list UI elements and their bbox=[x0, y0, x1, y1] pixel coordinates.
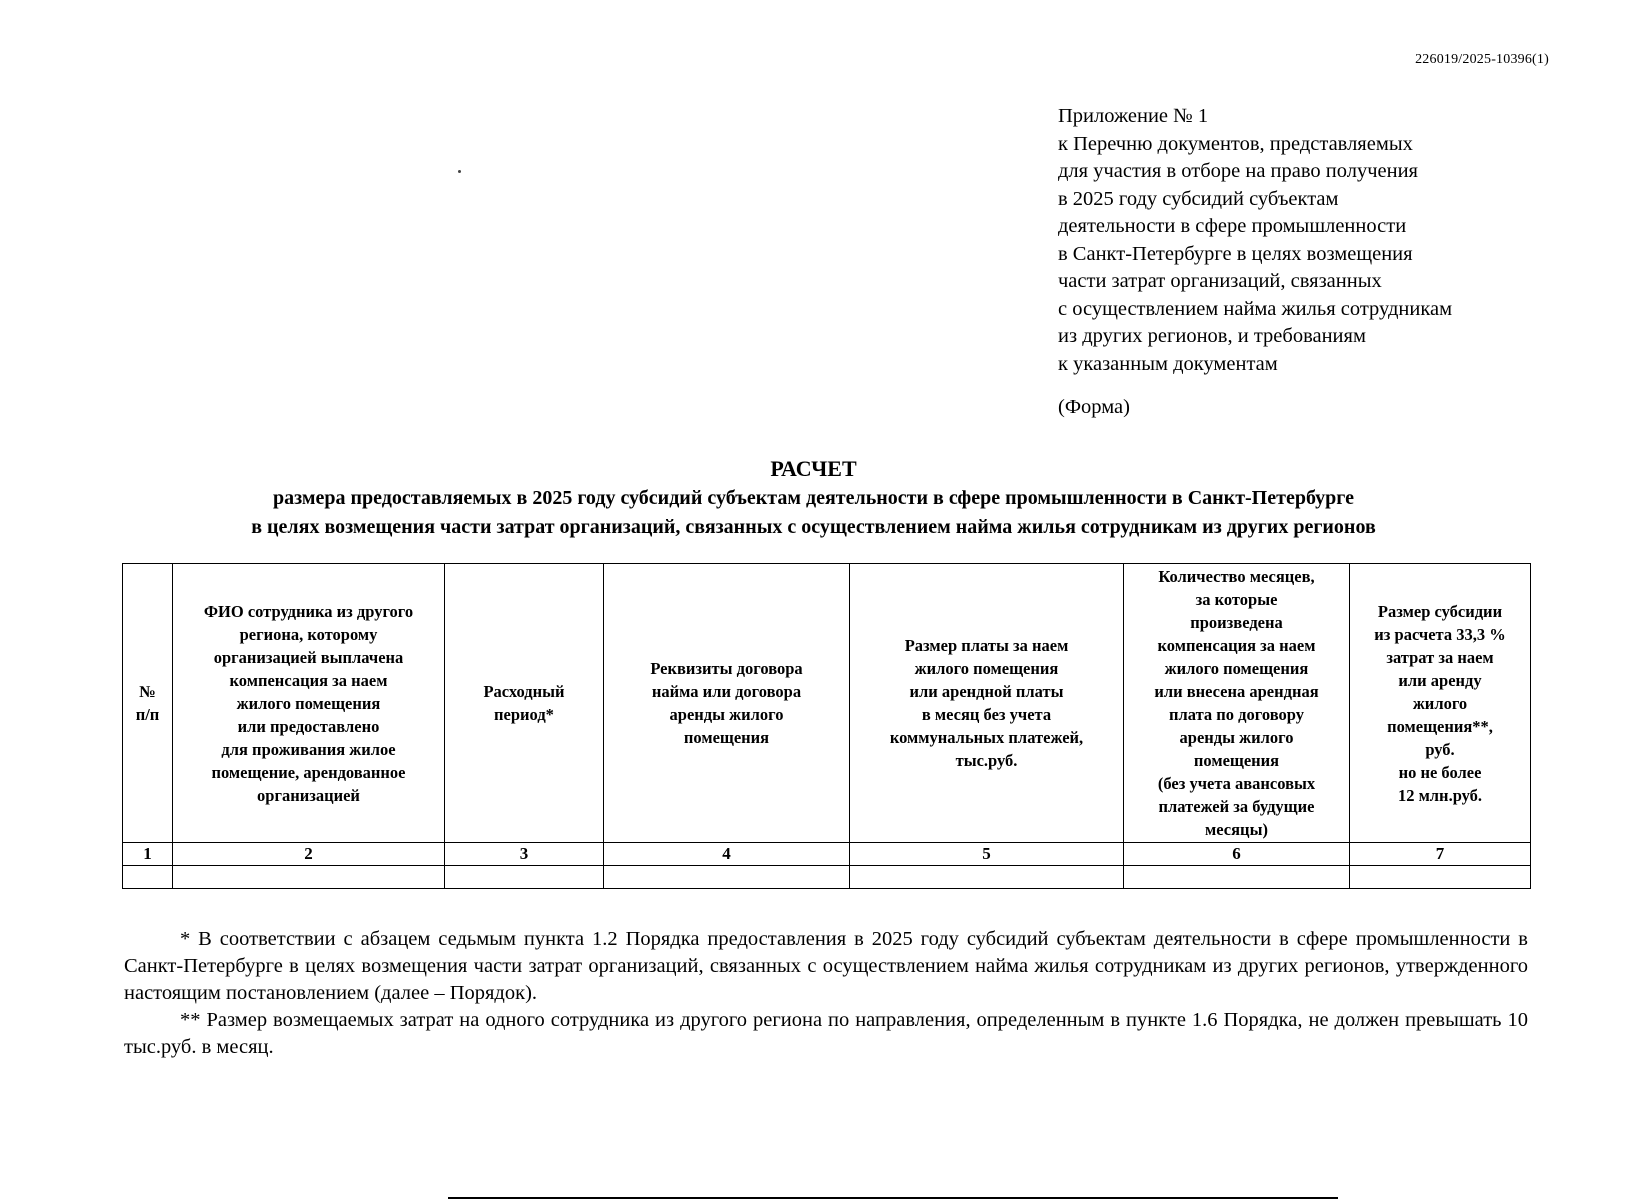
appendix-line: части затрат организаций, связанных bbox=[1058, 270, 1382, 292]
appendix-line: к Перечню документов, представляемых bbox=[1058, 132, 1413, 155]
column-number-cell: 3 bbox=[445, 843, 604, 866]
header-text: Размер субсидии из расчета 33,3 % затрат за наем или аренду жилого помещения**, руб. но не более 12 млн.руб. bbox=[1374, 601, 1506, 805]
table-cell bbox=[123, 866, 173, 889]
appendix-line: для участия в отборе на право получения bbox=[1058, 160, 1418, 182]
appendix-line: в 2025 году субсидий субъектам bbox=[1058, 187, 1339, 210]
table-header-row bbox=[123, 564, 1531, 843]
title-main: РАСЧЕТ bbox=[770, 456, 857, 481]
document-title bbox=[0, 454, 1627, 542]
appendix-line: из других регионов, и требованиям bbox=[1058, 325, 1366, 347]
header-cell-expense-period bbox=[445, 564, 604, 843]
column-number-cell: 6 bbox=[1124, 843, 1350, 866]
table-cell bbox=[173, 866, 445, 889]
table-cell bbox=[850, 866, 1124, 889]
header-cell-employee-name bbox=[173, 564, 445, 843]
column-number-row bbox=[123, 843, 1531, 866]
header-cell-subsidy-amount bbox=[1350, 564, 1531, 843]
appendix-line: в Санкт-Петербурге в целях возмещения bbox=[1058, 242, 1413, 265]
column-number-cell: 5 bbox=[850, 843, 1124, 866]
table-cell bbox=[445, 866, 604, 889]
header-text: Количество месяцев, за которые произведена компенсация за наем жилого помещения или внесена арендная плата по договору аренды жилого помещения (без учета авансовых платежей за будущие месяцы) bbox=[1154, 567, 1319, 839]
table-cell bbox=[1124, 866, 1350, 889]
column-number-cell: 2 bbox=[173, 843, 445, 866]
footnote-2: ** Размер возмещаемых затрат на одного сотрудника из другого региона по направления, определенным в пункте 1.6 Порядка, не должен превышать 10 тыс.руб. в месяц. bbox=[124, 1009, 1528, 1058]
header-text: № п/п bbox=[135, 682, 160, 724]
table-cell bbox=[604, 866, 850, 889]
appendix-line: к указанным документам bbox=[1058, 352, 1278, 375]
calculation-table bbox=[122, 563, 1531, 889]
appendix-line: с осуществлением найма жилья сотрудникам bbox=[1058, 297, 1453, 320]
title-subtitle-line-1: размера предоставляемых в 2025 году субсидий субъектам деятельности в сфере промышленности в Санкт-Петербурге bbox=[273, 487, 1354, 509]
header-text: Размер платы за наем жилого помещения или арендной платы в месяц без учета коммунальных платежей, тыс.руб. bbox=[889, 636, 1084, 770]
footnote-1: * В соответствии с абзацем седьмым пункта 1.2 Порядка предоставления в 2025 году субсидий субъектам деятельности в сфере промышленности в Санкт-Петербурге в целях возмещения части затрат организаций, связанных с осуществлением найма жилья сотрудникам из других регионов, утвержденного настоящим постановлением (далее – Порядок). bbox=[124, 928, 1528, 1004]
header-cell-monthly-rent bbox=[850, 564, 1124, 843]
table-row bbox=[123, 866, 1531, 889]
page-bottom-rule bbox=[448, 1197, 1338, 1199]
header-cell-months-count bbox=[1124, 564, 1350, 843]
column-number-cell: 1 bbox=[123, 843, 173, 866]
header-cell-contract-details bbox=[604, 564, 850, 843]
appendix-header bbox=[1058, 103, 1578, 422]
footnotes bbox=[124, 926, 1528, 1061]
title-subtitle-line-2: в целях возмещения части затрат организаций, связанных с осуществлением найма жилья сотрудникам из других регионов bbox=[251, 516, 1376, 538]
appendix-line: Приложение № 1 bbox=[1058, 105, 1209, 127]
header-text: Расходный период* bbox=[483, 682, 565, 724]
table-cell bbox=[1350, 866, 1531, 889]
header-cell-number bbox=[123, 564, 173, 843]
column-number-cell: 4 bbox=[604, 843, 850, 866]
scan-speck bbox=[458, 170, 461, 173]
column-number-cell: 7 bbox=[1350, 843, 1531, 866]
appendix-line: деятельности в сфере промышленности bbox=[1058, 215, 1407, 237]
header-text: ФИО сотрудника из другого региона, которому организацией выплачена компенсация за наем жилого помещения или предоставлено для проживания жилое помещение, арендованное организацией bbox=[203, 601, 414, 805]
document-registration-number: 226019/2025-10396(1) bbox=[1415, 52, 1549, 67]
form-label: (Форма) bbox=[1058, 396, 1130, 418]
header-text: Реквизиты договора найма или договора аренды жилого помещения bbox=[650, 659, 803, 747]
